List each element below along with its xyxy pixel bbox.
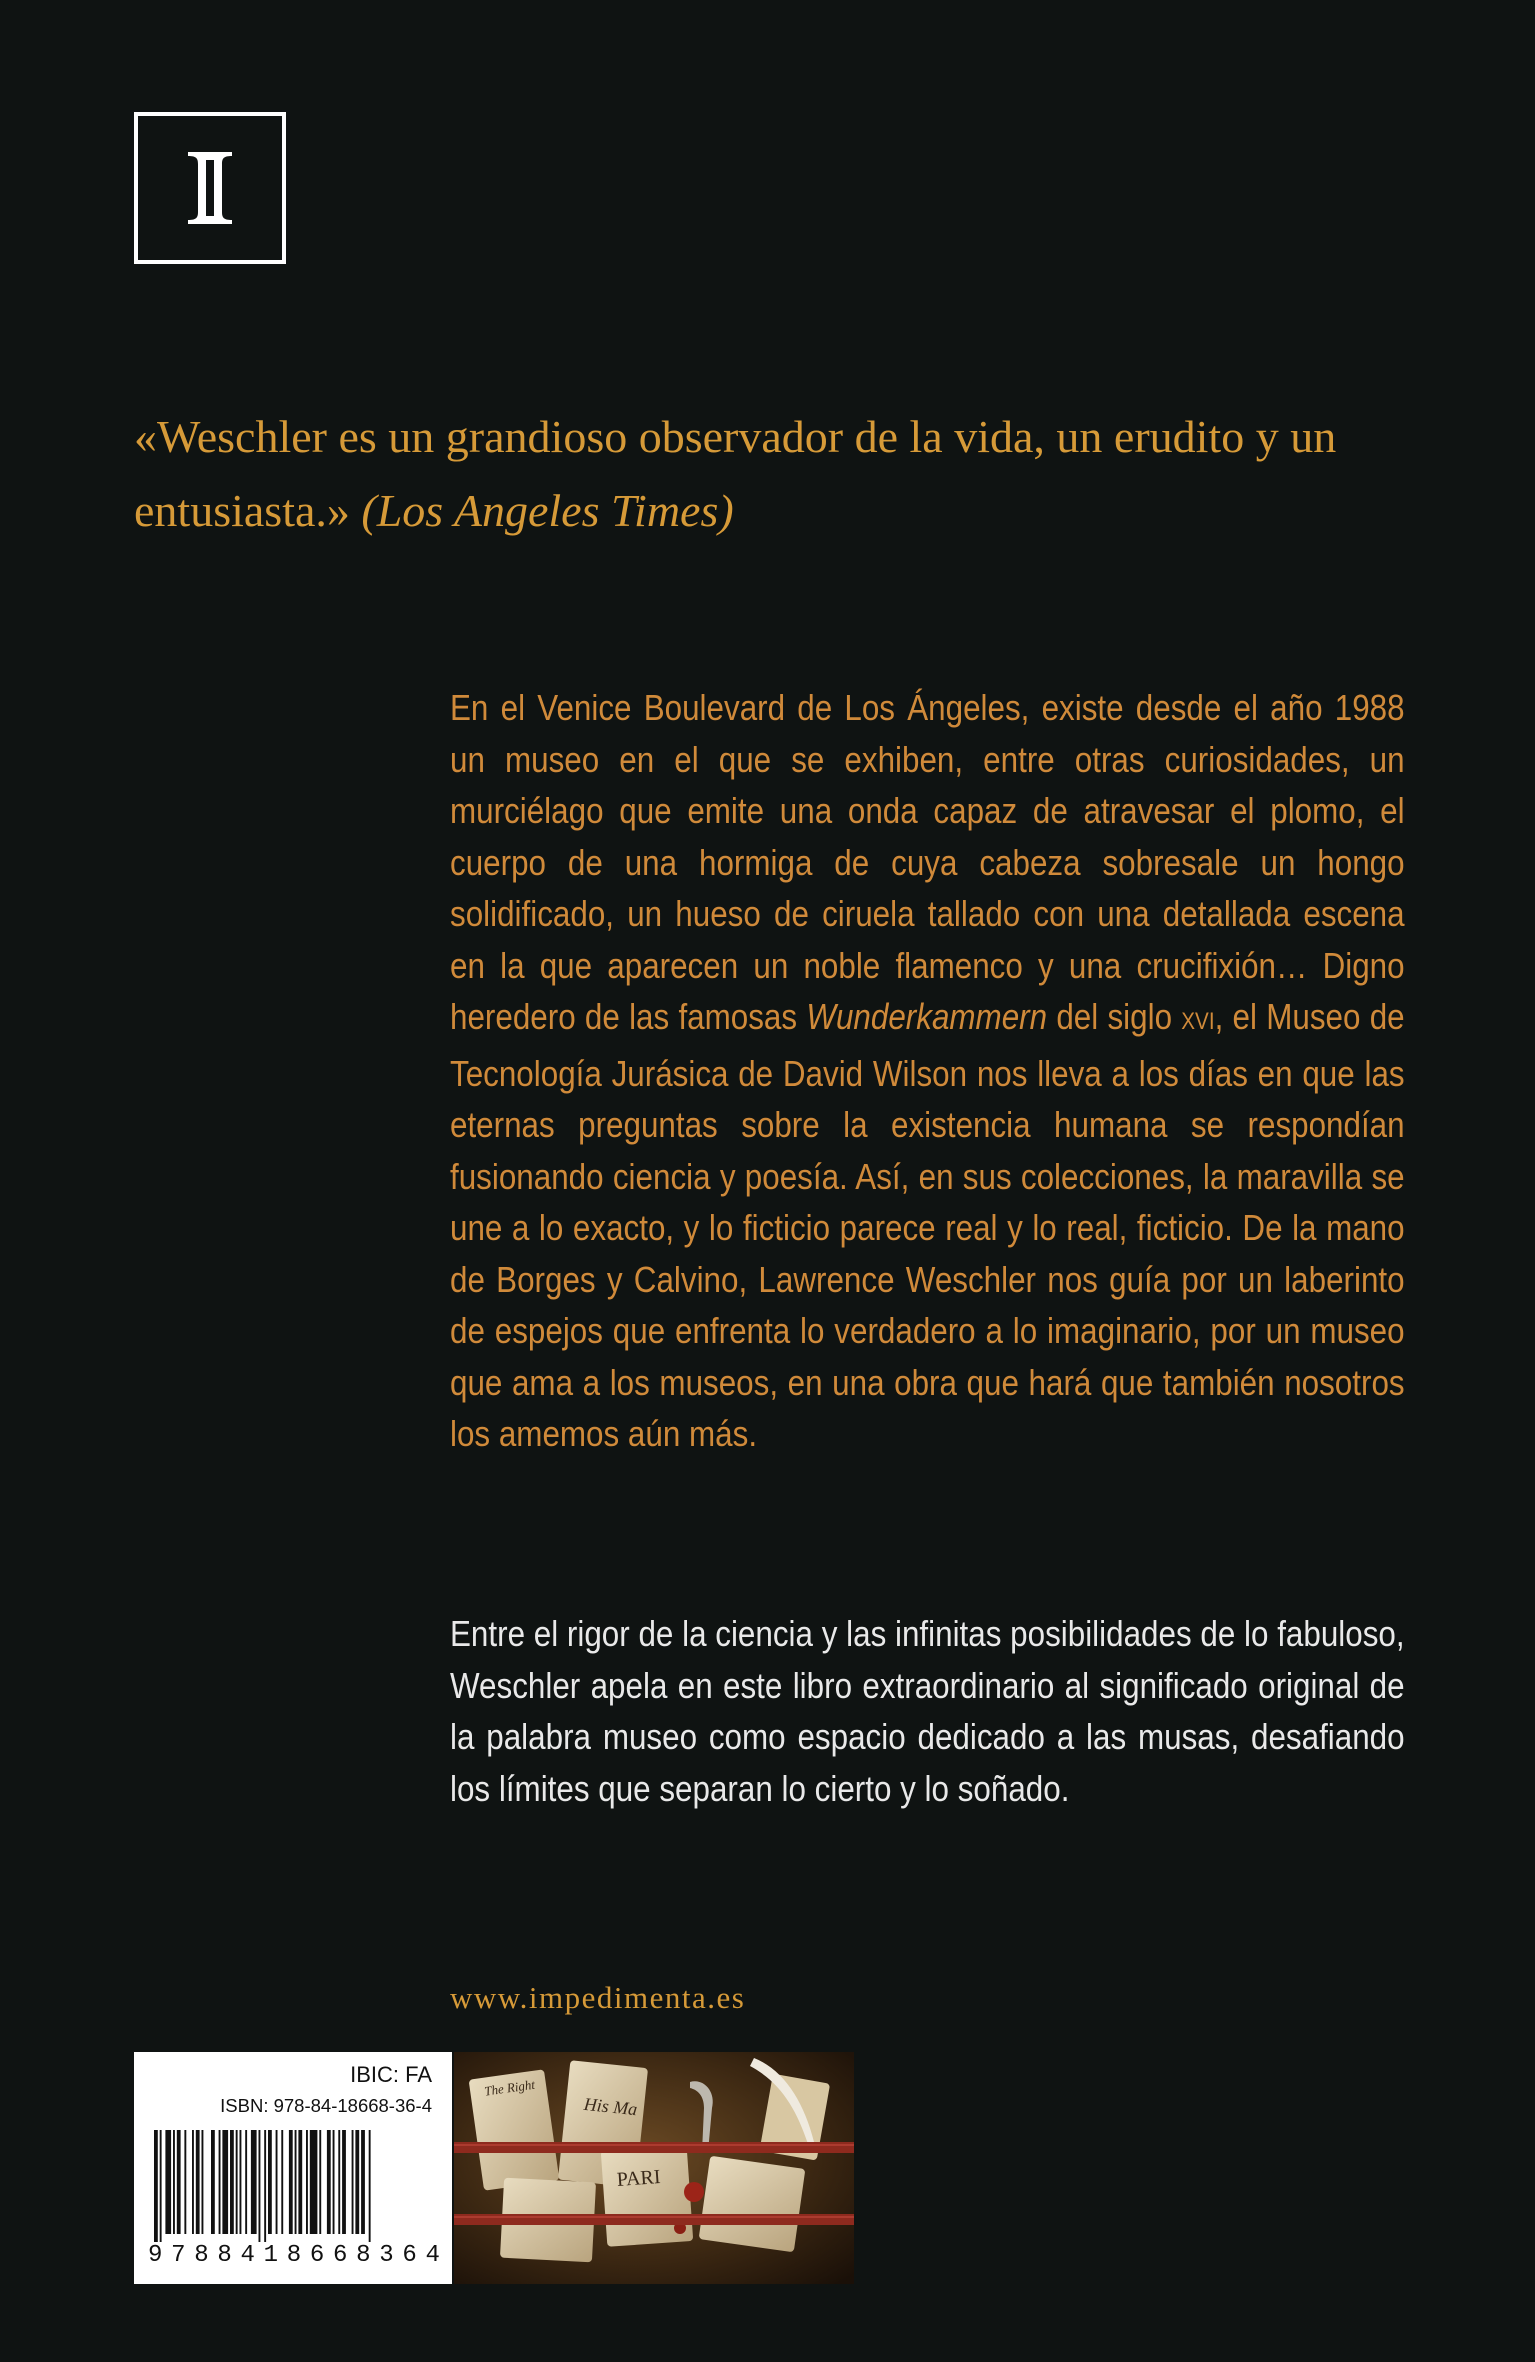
publisher-logo [134,112,286,264]
barcode-digit: 6 [309,2242,325,2269]
barcode-digit: 8 [356,2242,371,2269]
ibic-code: IBIC: FA [350,2062,432,2087]
publisher-website: www.impedimenta.es [450,1980,746,2015]
publisher-logo-glyph [138,116,282,260]
blurb-p1-part-a: En el Venice Boulevard de Los Ángeles, existe desde el año 1988 un museo en el que se exhiben, entre otras curiosidades, un murciélago que emite una onda capaz de atravesar el plomo, el cuerpo de una hormiga de cuya cabeza sobresale un hongo solidificado, un hueso de ciruela tallado con una detallada escena en la que aparecen un noble flamenco y una crucifixión… Digno heredero de las famosas [450,687,1405,1037]
barcode-digit: 6 [333,2242,348,2269]
blurb-p1-century: XVI [1181,1008,1215,1035]
barcode-icon [148,2130,440,2242]
still-life-painting-image [454,2052,854,2284]
barcode-digit: 8 [286,2242,302,2269]
barcode-digit: 8 [217,2242,232,2269]
barcode-digit: 7 [171,2242,186,2269]
painting-letter-3-text: PARI [616,2165,662,2191]
barcode-digits [148,2242,440,2269]
barcode-panel [134,2052,452,2284]
blurb-p1-part-b: del siglo [1047,996,1182,1037]
painting-letter-2-text: His Ma [582,2093,639,2120]
barcode-digit: 6 [402,2242,417,2269]
press-quote-source: (Los Angeles Times) [361,485,734,536]
barcode-digit: 9 [148,2242,163,2269]
blurb-p1-part-c: , el Museo de Tecnología Jurásica de David Wilson nos lleva a los días en que las eternas preguntas sobre la existencia humana se respondían fusionando ciencia y poesía. Así, en sus colecciones, la maravilla se une a lo exacto, y lo ficticio parece real y lo real, ficticio. De la mano de Borges y Calvino, Lawrence Weschler nos guía por un laberinto de espejos que enfrenta lo verdadero a lo imaginario, por un museo que ama a los museos, en una obra que hará que también nosotros los amemos aún más. [450,996,1405,1454]
still-life-painting [454,2052,854,2284]
barcode-digit: 1 [263,2242,279,2269]
press-quote-text: «Weschler es un grandioso observador de la vida, un erudito y un entusiasta.» [134,411,1337,536]
barcode-digit: 3 [379,2242,394,2269]
barcode-digit: 8 [194,2242,209,2269]
painting-letter-1-text: The Right [483,2076,536,2099]
blurb-paragraph-2: Entre el rigor de la ciencia y las infinitas posibilidades de lo fabuloso, Weschler apela en este libro extraordinario al significado original de la palabra museo como espacio dedicado a las musas, desafiando los límites que separan lo cierto y lo soñado. [450,1613,1405,1809]
barcode-digit: 4 [425,2242,440,2269]
isbn-number: ISBN: 978-84-18668-36-4 [220,2095,432,2116]
blurb-p1-italic-term: Wunderkammern [806,996,1048,1037]
press-quote [134,400,1434,548]
barcode-digit: 4 [240,2242,255,2269]
blurb-paragraph-1 [450,682,1405,1460]
